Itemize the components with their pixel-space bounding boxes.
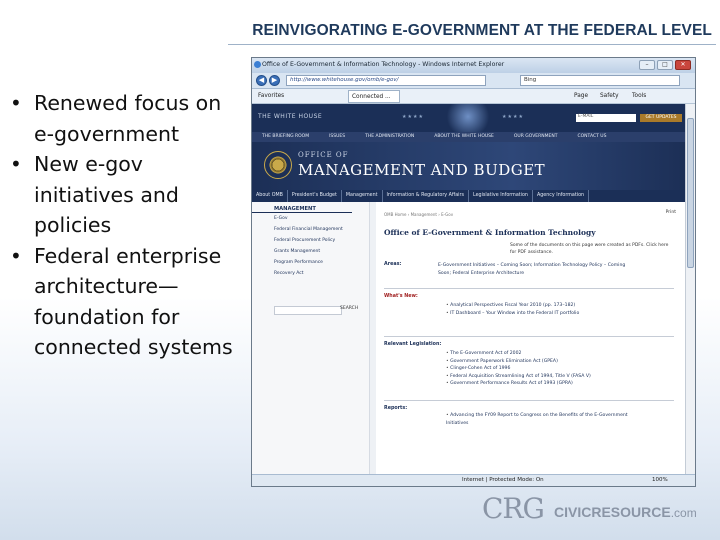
list-item[interactable]: • Government Paperwork Elimination Act (GPEA) bbox=[446, 358, 636, 366]
sidebar-heading: MANAGEMENT bbox=[252, 202, 352, 213]
address-input[interactable]: http://www.whitehouse.gov/omb/e-gov/ bbox=[286, 75, 486, 86]
whitehouse-header bbox=[252, 104, 686, 132]
close-button[interactable]: ✕ bbox=[675, 60, 691, 70]
sidebar-item[interactable]: E-Gov bbox=[274, 216, 288, 221]
list-item[interactable]: • Clinger-Cohen Act of 1996 bbox=[446, 365, 636, 373]
bullet-item bbox=[8, 149, 244, 241]
nav-item[interactable]: THE ADMINISTRATION bbox=[365, 134, 415, 139]
bullet-text: Renewed focus on e-government bbox=[34, 91, 222, 146]
stars-icon: ★★★★ bbox=[402, 114, 424, 120]
tools-menu[interactable]: Tools bbox=[632, 93, 647, 99]
vertical-scrollbar[interactable] bbox=[685, 104, 695, 476]
list-item[interactable]: • Government Performance Results Act of 1993 (GPRA) bbox=[446, 380, 636, 388]
omb-nav-item[interactable]: President's Budget bbox=[288, 190, 342, 202]
web-page bbox=[252, 104, 686, 476]
window-controls bbox=[639, 60, 691, 70]
sidebar-item[interactable]: Grants Management bbox=[274, 249, 321, 254]
main-content bbox=[376, 202, 686, 476]
list-item[interactable]: • Advancing the FY09 Report to Congress on the Benefits of the E-Government Initiatives bbox=[446, 412, 636, 427]
browser-titlebar bbox=[252, 58, 695, 73]
omb-seal-icon bbox=[264, 151, 292, 179]
bullet-dot-icon: • bbox=[10, 152, 22, 176]
bullet-dot-icon: • bbox=[10, 243, 22, 268]
omb-title: MANAGEMENT AND BUDGET bbox=[298, 161, 546, 179]
omb-nav-item[interactable]: Agency Information bbox=[533, 190, 589, 202]
search-input[interactable]: Bing bbox=[520, 75, 680, 86]
browser-tab[interactable]: Connected ... bbox=[348, 90, 400, 103]
bullet-dot-icon: • bbox=[10, 91, 22, 115]
bullet-list bbox=[8, 88, 244, 363]
nav-item[interactable]: OUR GOVERNMENT bbox=[513, 134, 558, 139]
bullet-item bbox=[8, 241, 244, 363]
address-bar-row bbox=[252, 73, 695, 89]
omb-nav-item[interactable]: Information & Regulatory Affairs bbox=[383, 190, 469, 202]
forward-icon[interactable]: ▶ bbox=[269, 75, 280, 86]
nav-item[interactable]: THE BRIEFING ROOM bbox=[262, 134, 310, 139]
sidebar-search-input[interactable] bbox=[274, 306, 342, 315]
nav-item[interactable]: ABOUT THE WHITE HOUSE bbox=[434, 134, 494, 139]
areas-text[interactable]: E-Government Initiatives – Coming Soon; Information Technology Policy – Coming Soon; Federal Enterprise Architecture bbox=[438, 263, 626, 276]
favorites-button[interactable]: Favorites bbox=[258, 93, 285, 99]
divider bbox=[384, 288, 674, 289]
sidebar-item[interactable]: Federal Procurement Policy bbox=[274, 238, 336, 243]
whitehouse-nav bbox=[252, 132, 686, 142]
omb-office-of: OFFICE OF bbox=[298, 151, 349, 159]
title-divider bbox=[228, 44, 716, 45]
pdf-note: Some of the documents on this page were created as PDFs. Click here for PDF assistance. bbox=[510, 243, 669, 255]
omb-nav-item[interactable]: Management bbox=[342, 190, 383, 202]
list-item[interactable]: • Analytical Perspectives Fiscal Year 2010 (pp. 173–182) bbox=[446, 302, 636, 310]
omb-nav-item[interactable]: Legislative Information bbox=[469, 190, 533, 202]
list-item[interactable]: • IT Dashboard – Your Window into the Federal IT portfolio bbox=[446, 310, 636, 318]
omb-banner bbox=[252, 142, 686, 190]
legislation-list bbox=[446, 350, 636, 388]
legislation-label: Relevant Legislation: bbox=[384, 342, 442, 347]
civicresource-logo-text bbox=[554, 504, 697, 520]
get-updates-button[interactable]: GET UPDATES bbox=[640, 114, 682, 122]
print-link[interactable]: Print bbox=[665, 210, 676, 215]
crg-logo-text: CRG bbox=[482, 492, 544, 525]
civicresource-domain: .com bbox=[670, 506, 697, 520]
scrollbar-thumb[interactable] bbox=[687, 118, 694, 268]
civicresource-logo bbox=[478, 492, 698, 526]
status-bar bbox=[252, 474, 696, 486]
browser-screenshot bbox=[251, 57, 696, 487]
divider bbox=[384, 336, 674, 337]
stars-icon: ★★★★ bbox=[502, 114, 524, 120]
sidebar-item[interactable]: Program Performance bbox=[274, 260, 323, 265]
whats-new-list bbox=[446, 302, 636, 317]
maximize-button[interactable]: □ bbox=[657, 60, 673, 70]
areas-label: Areas: bbox=[384, 262, 402, 267]
safety-menu[interactable]: Safety bbox=[600, 93, 619, 99]
ie-icon bbox=[254, 61, 261, 68]
zoom-level[interactable]: 100% bbox=[652, 477, 668, 483]
sidebar bbox=[252, 202, 370, 476]
sidebar-search-button[interactable]: SEARCH bbox=[340, 306, 359, 311]
bullet-text: Federal enterprise architecture—foundation for connected systems bbox=[34, 243, 233, 359]
nav-item[interactable]: ISSUES bbox=[329, 134, 346, 139]
divider bbox=[384, 400, 674, 401]
omb-nav-item[interactable]: About OMB bbox=[252, 190, 288, 202]
breadcrumb[interactable]: OMB Home › Management › E-Gov bbox=[384, 212, 454, 217]
bullet-item bbox=[8, 88, 244, 149]
whitehouse-seal-icon bbox=[442, 104, 494, 132]
page-content bbox=[252, 202, 686, 476]
reports-label: Reports: bbox=[384, 406, 408, 411]
bullet-text: New e-gov initiatives and policies bbox=[34, 152, 179, 237]
window-title: Office of E-Government & Information Technology - Windows Internet Explorer bbox=[262, 61, 505, 68]
back-icon[interactable]: ◀ bbox=[256, 75, 267, 86]
page-title: Office of E-Government & Information Technology bbox=[384, 228, 596, 237]
sidebar-item[interactable]: Federal Financial Management bbox=[274, 227, 343, 232]
whitehouse-logo[interactable]: THE WHITE HOUSE bbox=[258, 113, 323, 120]
status-text: Internet | Protected Mode: On bbox=[462, 477, 544, 483]
minimize-button[interactable]: – bbox=[639, 60, 655, 70]
omb-nav bbox=[252, 190, 686, 202]
list-item[interactable]: • Federal Acquisition Streamlining Act of 1994, Title V (FASA V) bbox=[446, 373, 636, 381]
list-item[interactable]: • The E-Government Act of 2002 bbox=[446, 350, 636, 358]
email-field[interactable]: E-MAIL bbox=[576, 114, 636, 122]
sidebar-item[interactable]: Recovery Act bbox=[274, 271, 304, 276]
civicresource-name: CIVICRESOURCE bbox=[554, 504, 671, 520]
slide-title: REINVIGORATING E-GOVERNMENT AT THE FEDERAL LEVEL bbox=[252, 22, 712, 39]
nav-item[interactable]: CONTACT US bbox=[577, 134, 607, 139]
command-bar bbox=[252, 89, 695, 104]
reports-list bbox=[446, 412, 636, 427]
page-menu[interactable]: Page bbox=[574, 93, 589, 99]
whats-new-label: What's New: bbox=[384, 294, 418, 299]
